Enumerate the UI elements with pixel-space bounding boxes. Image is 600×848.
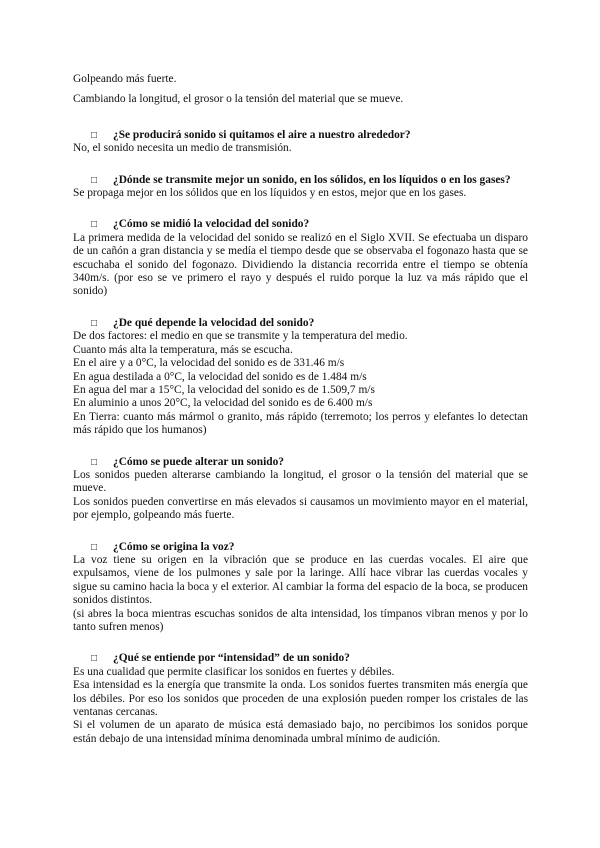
question-text: ¿Cómo se puede alterar un sonido? xyxy=(113,455,284,468)
question-heading xyxy=(91,317,528,330)
answer-paragraph: La voz tiene su origen en la vibración que se produce en las cuerdas vocales. El aire que expulsamos, viene de los pulmones y sale por la laringe. Allí hace vibrar las cuerdas vocales y sigue su camino hacia la boca y el exterior. Al cambiar la forma del espacio de la boca, se producen sonidos distintos. xyxy=(73,553,528,607)
intro-line-1: Golpeando más fuerte. xyxy=(73,73,177,85)
question-text: ¿Qué se entiende por “intensidad” de un sonido? xyxy=(113,652,350,665)
answer-paragraph: La primera medida de la velocidad del sonido se realizó en el Siglo XVII. Se efectuaba un disparo de un cañón a gran distancia y se medía el tiempo desde que se observaba el fogonazo hasta que se escuchaba el sonido del fogonazo. Dividiendo la distancia recorrida entre el tiempo se obtenía 340m/s. (por eso se ve primero el rayo y después el ruido porque la luz va más rápido que el sonido) xyxy=(73,231,528,298)
square-bullet-icon: □ xyxy=(91,456,98,468)
qa-section xyxy=(73,541,528,635)
square-bullet-icon: □ xyxy=(91,541,98,553)
question-text: ¿Se producirá sonido si quitamos el aire a nuestro alrededor? xyxy=(113,128,411,141)
answer-paragraph: En agua destilada a 0°C, la velocidad del sonido es de 1.484 m/s xyxy=(73,370,367,383)
question-heading xyxy=(91,129,528,142)
square-bullet-icon: □ xyxy=(91,174,98,186)
answer-paragraph: En el aire y a 0°C, la velocidad del sonido es de 331.46 m/s xyxy=(73,357,345,370)
answer-paragraph: En agua del mar a 15°C, la velocidad del sonido es de 1.509,7 m/s xyxy=(73,383,375,396)
answer-paragraph: Los sonidos pueden alterarse cambiando la longitud, el grosor o la tensión del material que se mueve. xyxy=(73,468,528,495)
square-bullet-icon: □ xyxy=(91,317,98,329)
question-text: ¿Dónde se transmite mejor un sonido, en los sólidos, en los líquidos o en los gases? xyxy=(113,173,511,186)
answer-paragraph: De dos factores: el medio en que se transmite y la temperatura del medio. xyxy=(73,330,408,343)
document-page xyxy=(73,73,528,746)
qa-section xyxy=(73,129,528,156)
question-heading xyxy=(91,456,528,469)
qa-section xyxy=(73,456,528,523)
answer-paragraph: Cuanto más alta la temperatura, más se escucha. xyxy=(73,343,293,356)
question-text: ¿Cómo se midió la velocidad del sonido? xyxy=(113,218,310,231)
square-bullet-icon: □ xyxy=(91,653,98,665)
qa-section xyxy=(73,652,528,746)
answer-paragraph: Los sonidos pueden convertirse en más elevados si causamos un movimiento mayor en el material, por ejemplo, golpeando más fuerte. xyxy=(73,495,528,522)
square-bullet-icon: □ xyxy=(91,219,98,231)
question-text: ¿De qué depende la velocidad del sonido? xyxy=(113,316,315,329)
question-text: ¿Cómo se origina la voz? xyxy=(113,540,235,553)
intro-line-2: Cambiando la longitud, el grosor o la tensión del material que se mueve. xyxy=(73,93,404,106)
qa-section xyxy=(73,317,528,438)
answer-paragraph: En Tierra: cuanto más mármol o granito, más rápido (terremoto; los perros y elefantes lo detectan más rápido que los humanos) xyxy=(73,410,528,437)
square-bullet-icon: □ xyxy=(91,129,98,141)
answer-paragraph: Es una cualidad que permite clasificar los sonidos en fuertes y débiles. xyxy=(73,665,395,678)
qa-section xyxy=(73,174,528,201)
answer-paragraph: Si el volumen de un aparato de música está demasiado bajo, no percibimos los sonidos porque están debajo de una intensidad mínima denominada umbral mínimo de audición. xyxy=(73,719,528,745)
qa-section xyxy=(73,218,528,298)
answer-paragraph: Se propaga mejor en los sólidos que en los líquidos y en estos, mejor que en los gases. xyxy=(73,187,467,200)
answer-paragraph: No, el sonido necesita un medio de transmisión. xyxy=(73,142,292,155)
question-heading xyxy=(91,652,528,665)
question-heading xyxy=(91,174,528,187)
answer-paragraph: (si abres la boca mientras escuchas sonidos de alta intensidad, los tímpanos vibran menos y por lo tanto sufren menos) xyxy=(73,607,528,633)
answer-paragraph: En aluminio a unos 20°C, la velocidad del sonido es de 6.400 m/s xyxy=(73,397,373,410)
question-heading xyxy=(91,218,528,231)
sections-list xyxy=(73,129,528,746)
answer-paragraph: Esa intensidad es la energía que transmite la onda. Los sonidos fuertes transmiten más energía que los débiles. Por eso los sonidos que proceden de una explosión pueden romper los cristales de las ventanas cercanas. xyxy=(73,679,528,719)
question-heading xyxy=(91,541,528,554)
